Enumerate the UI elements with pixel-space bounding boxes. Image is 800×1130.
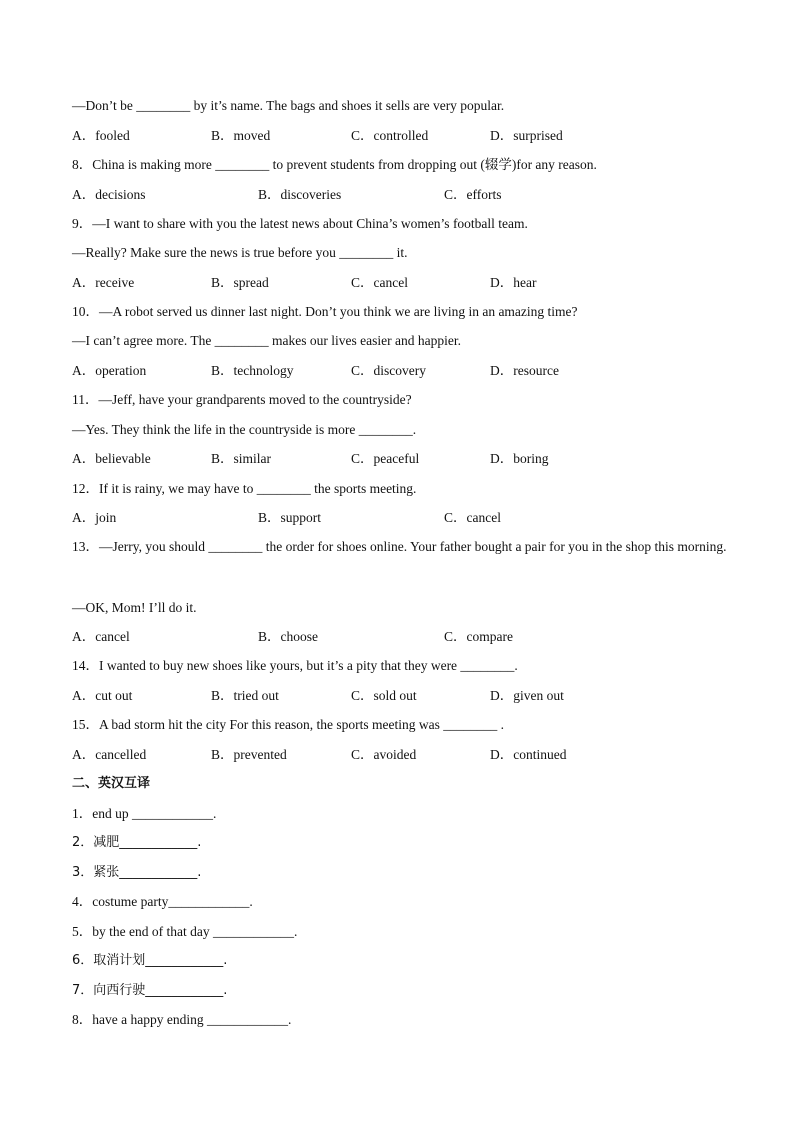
option-a: A．cancelled (72, 747, 147, 762)
option-b: B．tried out (211, 688, 279, 703)
option-c: C．peaceful (351, 451, 420, 466)
translation-item: 4．costume party____________. (72, 894, 253, 909)
option-b: B．prevented (211, 747, 287, 762)
q8-text: 8．China is making more ________ to prevent students from dropping out (辍学)for any reason. (72, 157, 597, 172)
q7-dialog: —Don’t be ________ by it’s name. The bags and shoes it sells are very popular. (72, 98, 505, 113)
option-a: A．cancel (72, 629, 130, 644)
option-b: B．discoveries (258, 187, 342, 202)
q11-reply: —Yes. They think the life in the countryside is more ________. (72, 422, 417, 437)
option-b: B．moved (211, 128, 271, 143)
option-b: B．choose (258, 629, 318, 644)
option-c: C．avoided (351, 747, 417, 762)
option-c: C．sold out (351, 688, 417, 703)
q13-text: 13．—Jerry, you should ________ the order for shoes online. Your father bought a pair for you in the shop this morning. (72, 539, 727, 554)
option-b: B．similar (211, 451, 271, 466)
option-c: C．cancel (444, 510, 501, 525)
option-a: A．decisions (72, 187, 146, 202)
translation-item: 7．向西行驶____________. (72, 983, 228, 998)
q11-text: 11．—Jeff, have your grandparents moved to the countryside? (72, 392, 412, 407)
translation-item: 5．by the end of that day ____________. (72, 924, 298, 939)
translation-item: 1．end up ____________. (72, 806, 217, 821)
translation-item: 8．have a happy ending ____________. (72, 1012, 292, 1027)
option-b: B．support (258, 510, 322, 525)
q15-text: 15．A bad storm hit the city For this reason, the sports meeting was ________ . (72, 717, 504, 732)
translation-item: 3．紧张____________. (72, 865, 202, 880)
q9-reply: —Really? Make sure the news is true before you ________ it. (72, 245, 408, 260)
section-title: 二、英汉互译 (72, 776, 151, 791)
q14-text: 14．I wanted to buy new shoes like yours, but it’s a pity that they were ________. (72, 658, 518, 673)
option-a: A．fooled (72, 128, 130, 143)
option-d: D．resource (490, 363, 559, 378)
option-b: B．technology (211, 363, 294, 378)
option-a: A．believable (72, 451, 151, 466)
translation-item: 2．减肥____________. (72, 835, 202, 850)
option-c: C．compare (444, 629, 513, 644)
q12-text: 12．If it is rainy, we may have to ________ the sports meeting. (72, 481, 417, 496)
option-d: D．boring (490, 451, 549, 466)
translation-item: 6．取消计划____________. (72, 953, 228, 968)
option-a: A．receive (72, 275, 135, 290)
option-b: B．spread (211, 275, 269, 290)
option-d: D．surprised (490, 128, 563, 143)
option-d: D．given out (490, 688, 564, 703)
option-d: D．continued (490, 747, 567, 762)
option-c: C．controlled (351, 128, 429, 143)
option-a: A．join (72, 510, 117, 525)
q9-text: 9．—I want to share with you the latest news about China’s women’s football team. (72, 216, 528, 231)
q10-reply: —I can’t agree more. The ________ makes our lives easier and happier. (72, 333, 461, 348)
q13-reply: —OK, Mom! I’ll do it. (72, 600, 197, 615)
option-d: D．hear (490, 275, 537, 290)
option-a: A．operation (72, 363, 147, 378)
option-c: C．discovery (351, 363, 426, 378)
option-c: C．efforts (444, 187, 502, 202)
q10-text: 10．—A robot served us dinner last night. Don’t you think we are living in an amazing time? (72, 304, 578, 319)
option-c: C．cancel (351, 275, 408, 290)
option-a: A．cut out (72, 688, 133, 703)
